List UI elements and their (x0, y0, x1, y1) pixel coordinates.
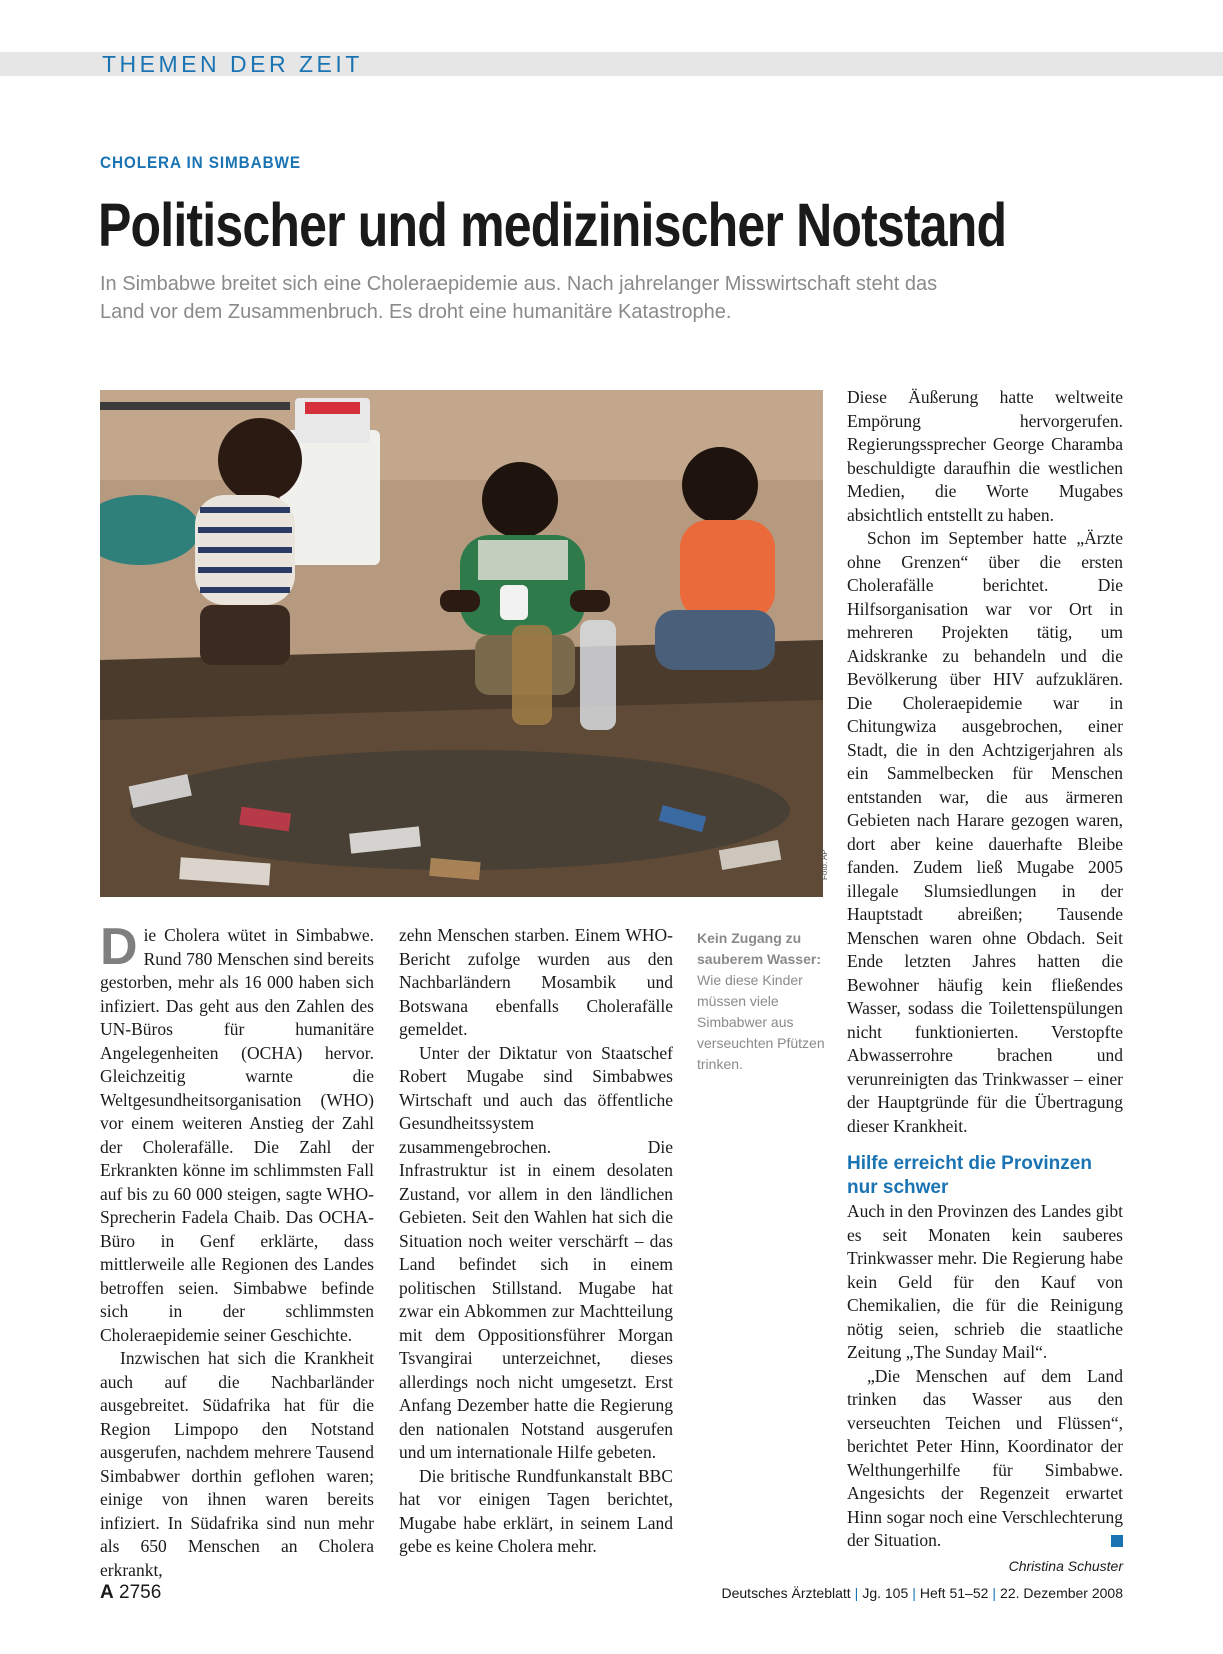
article-standfirst: In Simbabwe breitet sich eine Choleraepidemie aus. Nach jahrelanger Misswirtschaft steht das Land vor dem Zusammenbruch. Es droht eine humanitäre Katastrophe. (100, 273, 938, 323)
page-prefix: A (100, 1582, 114, 1603)
article-paragraph: Auch in den Provinzen des Landes gibt es seit Monaten kein sauberes Trinkwasser mehr. Die Regierung habe kein Geld für den Kauf von Chemikalien, die für die Reinigung nötig seien, schrieb die staatliche Zeitung „The Sunday Mail“. (847, 1201, 1123, 1362)
article-column-1 (100, 918, 374, 1582)
section-label: THEMEN DER ZEIT (102, 51, 363, 77)
page-number (100, 1582, 161, 1604)
journal-date: 22. Dezember 2008 (1000, 1585, 1123, 1601)
journal-issue: Heft 51–52 (919, 1585, 989, 1601)
article-paragraph: zehn Menschen starben. Einem WHO-Bericht zufolge wurden aus den Nachbarländern Mosambik und Botswana ebenfalls Cholerafälle gemeldet. (399, 925, 673, 1039)
article-photo (100, 390, 823, 897)
caption-text: Wie diese Kinder müssen viele Simbabwer aus verseuchten Pfützen trinken. (697, 972, 825, 1072)
article-paragraph: Schon im September hatte „Ärzte ohne Grenzen“ über die ersten Cholerafälle berichtet. Die Hilfsorganisation war vor Ort in mehreren Projekten tätig, um Aidskranke zu behandeln und die Bevölkerung über HIV aufzuklären. Die Choleraepidemie war in Chitungwiza ausgebrochen, einer Stadt, die in den Achtzigerjahren als ein Sammelbecken für Menschen entstanden war, die aus ärmeren Gebieten nach Harare gezogen waren, dort aber keine dauerhafte Bleibe fanden. Zudem ließ Mugabe 2005 illegale Slumsiedlungen in der Hauptstadt abreißen; Tausende Menschen waren ohne Obdach. Seit Ende letzten Jahres hatten die Bewohner häufig kein fließendes Wasser, sodass die Toilettenspülungen nicht funktionierten. Verstopfte Abwasserrohre brachen und verunreinigten das Trinkwasser – einer der Hauptgründe für die Übertragung dieser Krankheit. (847, 528, 1123, 1136)
article-paragraph: Diese Äußerung hatte weltweite Empörung hervorgerufen. Regierungssprecher George Charamba beschuldigte daraufhin die westlichen Medien, die Worte Mugabes absichtlich entstellt zu haben. (847, 387, 1123, 525)
article-paragraph (847, 1365, 1123, 1553)
article-paragraph: Unter der Diktatur von Staatschef Robert Mugabe sind Simbabwes Wirtschaft und auch das öffentliche Gesundheitssystem zusammengebrochen. Die Infrastruktur ist in einem desolaten Zustand, vor allem in den ländlichen Gebieten. Seit den Wahlen hat sich die Situation noch weiter verschärft – das Land befindet sich in einem politischen Stillstand. Mugabe hat zwar ein Abkommen zur Machtteilung mit dem Oppositionsführer Morgan Tsvangirai unterzeichnet, dieses allerdings noch nicht umgesetzt. Erst Anfang Dezember hatte die Regierung den nationalen Notstand ausgerufen und um internationale Hilfe gebeten. (399, 1042, 673, 1462)
paragraph-text: ie Cholera wütet in Simbabwe. Rund 780 Menschen sind bereits gestorben, mehr als 16 000 haben sich infiziert. Das geht aus den Zahlen des UN-Büros für humanitäre Angelegenheiten (OCHA) hervor. Gleichzeitig warnte die Weltgesundheitsorganisation (WHO) vor einem weiteren Anstieg der Zahl der Cholerafälle. Die Zahl der Erkrankten könne im schlimmsten Fall auf bis zu 60 000 steigen, sagte WHO-Sprecherin Fadela Chaib. Das OCHA-Büro in Genf erklärte, dass mittlerweile alle Regionen des Landes betroffen seien. Simbabwe befinde sich in der schlimmsten Choleraepidemie seiner Geschichte. (100, 925, 374, 1345)
article-author: Christina Schuster (1008, 1557, 1123, 1574)
article-kicker: CHOLERA IN SIMBABWE (100, 153, 301, 172)
dropcap: D (100, 918, 138, 976)
page-number-value: 2756 (119, 1582, 162, 1603)
article-subhead: Hilfe erreicht die Provinzen nur schwer (847, 1153, 1092, 1198)
photo-credit: Foto: AP (820, 849, 829, 880)
end-mark-icon (1111, 1535, 1123, 1547)
article-column-2 (399, 924, 673, 1559)
article-paragraph: Die britische Rundfunkanstalt BBC hat vor einigen Tagen berichtet, Mugabe habe erklärt, in seinem Land gebe es keine Cholera mehr. (399, 1465, 673, 1556)
article-column-3 (847, 386, 1123, 1578)
article-headline: Politischer und medizinischer Notstand (98, 191, 1007, 259)
photo-children-drinking-water (100, 390, 823, 897)
journal-name: Deutsches Ärzteblatt (721, 1585, 851, 1601)
article-paragraph: Inzwischen hat sich die Krankheit auch auf die Nachbarländer ausgebreitet. Südafrika hat für die Region Limpopo den Notstand ausgerufen, nachdem mehrere Tausend Simbabwer dorthin geflohen waren; einige von ihnen waren bereits infiziert. In Südafrika sind nun mehr als 650 Menschen an Cholera erkrankt, (100, 1348, 374, 1580)
journal-footer: Deutsches Ärzteblatt | Jg. 105 | Heft 51–52 | 22. Dezember 2008 (721, 1585, 1123, 1601)
journal-volume: Jg. 105 (862, 1585, 909, 1601)
paragraph-text: „Die Menschen auf dem Land trinken das Wasser aus den verseuchten Teichen und Flüssen“, berichtet Peter Hinn, Koordinator der Welthungerhilfe für Simbabwe. Angesichts der Regenzeit erwartet Hinn sogar noch eine Verschlechterung der Situation. (847, 1365, 1123, 1550)
photo-caption (697, 928, 825, 1075)
article-paragraph (100, 918, 374, 1347)
caption-title: Kein Zugang zu sauberem Wasser: (697, 930, 821, 967)
